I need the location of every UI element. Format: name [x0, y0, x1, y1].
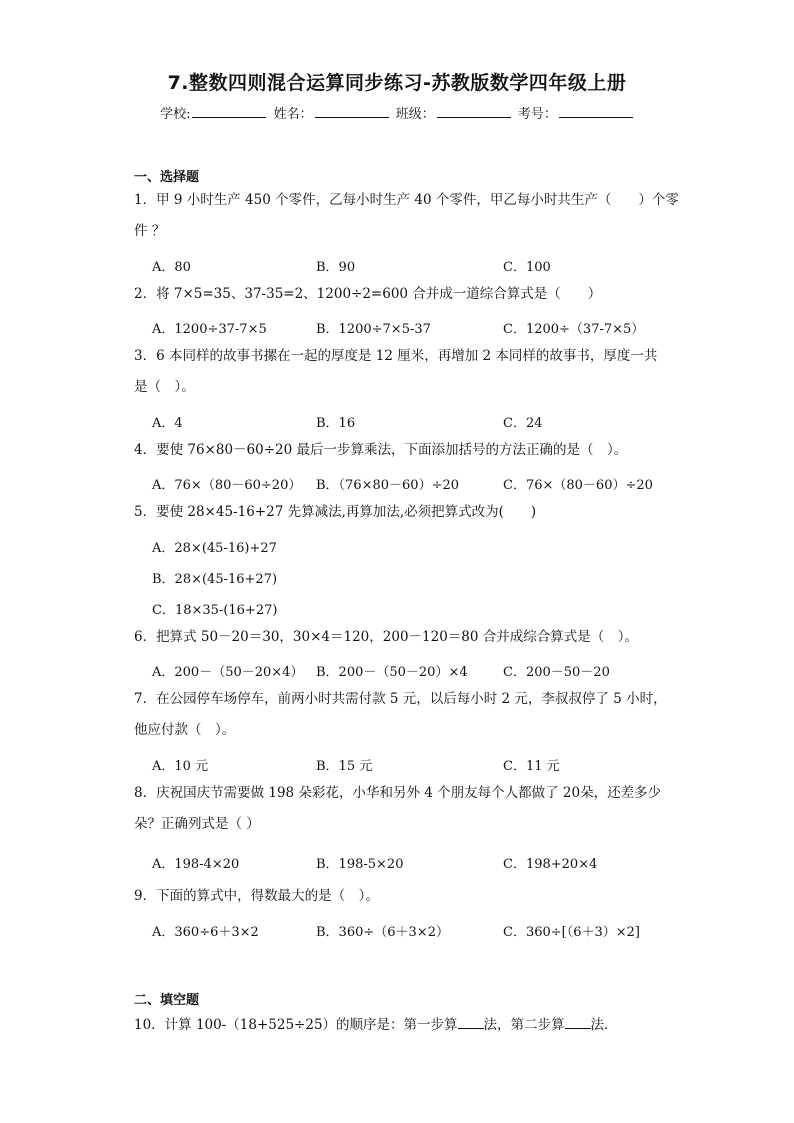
question-8-option-a: A．198-4×20 — [152, 857, 240, 872]
question-4-option-c: C．76×（80－60）÷20 — [503, 478, 653, 493]
section-fill-heading: 二、填空题 — [134, 993, 200, 1008]
question-9-option-a: A．360÷6＋3×2 — [152, 925, 259, 940]
question-9-line1: 9．下面的算式中，得数最大的是（ ）。 — [134, 888, 379, 904]
question-3-line1: 3．6 本同样的故事书摞在一起的厚度是 12 厘米，再增加 2 本同样的故事书，厚度一共 — [134, 348, 658, 364]
question-3-line2: 是（ ）。 — [134, 379, 195, 395]
question-6-line1: 6．把算式 50－20＝30，30×4＝120，200－120＝80 合并成综合算式是（ ）。 — [134, 629, 639, 645]
class-blank[interactable] — [437, 105, 511, 118]
question-8-line2: 朵？正确列式是（ ） — [134, 816, 260, 832]
question-9-option-b: B．360÷（6＋3×2） — [316, 925, 449, 940]
question-7-option-a: A．10 元 — [152, 759, 209, 774]
question-10 — [134, 1010, 674, 1041]
question-1-option-a: A．80 — [152, 260, 191, 275]
question-9-option-c: C．360÷[（6＋3）×2] — [503, 925, 641, 940]
question-5-option-a: A．28×(45-16)+27 — [152, 541, 277, 556]
school-blank[interactable] — [192, 105, 266, 118]
name-label: 姓名： — [273, 107, 313, 122]
question-10-text-1: 10．计算 100-（18+525÷25）的顺序是：第一步算 — [134, 1017, 458, 1033]
student-info-row — [0, 103, 794, 122]
number-label: 考号： — [517, 107, 557, 122]
name-blank[interactable] — [315, 105, 389, 118]
question-6-option-b: B．200－（50－20）×4 — [316, 665, 468, 680]
question-10-blank-2[interactable] — [565, 1016, 591, 1029]
question-4-option-b: B．（76×80－60）÷20 — [316, 478, 460, 493]
question-2-option-b: B．1200÷7×5-37 — [316, 322, 431, 337]
school-label: 学校: — [160, 107, 191, 122]
number-blank[interactable] — [559, 105, 633, 118]
question-4-option-a: A．76×（80－60÷20） — [152, 478, 302, 493]
section-choice-heading: 一、选择题 — [134, 170, 200, 185]
question-3-option-a: A．4 — [152, 416, 183, 431]
question-7-line1: 7．在公园停车场停车，前两小时共需付款 5 元，以后每小时 2 元，李叔叔停了 5 小时， — [134, 691, 667, 707]
question-10-text-2: 法，第二步算 — [483, 1017, 565, 1033]
question-1-line1: 1．甲 9 小时生产 450 个零件，乙每小时生产 40 个零件，甲乙每小时共生产（ ）个零 — [134, 192, 679, 208]
class-label: 班级： — [395, 107, 435, 122]
question-1-option-b: B．90 — [316, 260, 356, 275]
page-title: 7.整数四则混合运算同步练习-苏教版数学四年级上册 — [167, 72, 627, 94]
question-8-line1: 8．庆祝国庆节需要做 198 朵彩花，小华和另外 4 个朋友每个人都做了 20朵，还差多少 — [134, 785, 662, 801]
question-10-blank-1[interactable] — [458, 1016, 484, 1029]
question-7-line2: 他应付款（ ）。 — [134, 722, 236, 738]
question-2-line1: 2．将 7×5=35、37-35=2、1200÷2=600 合并成一道综合算式是（ ） — [134, 286, 602, 302]
question-3-option-b: B．16 — [316, 416, 356, 431]
question-5-option-c: C．18×35-(16+27) — [152, 603, 278, 618]
question-7-option-c: C．11 元 — [503, 759, 560, 774]
question-10-text-3: 法． — [590, 1017, 618, 1033]
question-5-line1: 5．要使 28×45-16+27 先算减法,再算加法,必须把算式改为( ) — [134, 504, 537, 520]
question-6-option-c: C．200－50－20 — [503, 665, 610, 680]
question-8-option-b: B．198-5×20 — [316, 857, 404, 872]
question-5-option-b: B．28×(45-16+27) — [152, 572, 278, 587]
question-3-option-c: C．24 — [503, 416, 543, 431]
question-4-line1: 4．要使 76×80－60÷20 最后一步算乘法，下面添加括号的方法正确的是（ ）。 — [134, 442, 628, 458]
question-2-option-c: C．1200÷（37-7×5） — [503, 322, 645, 337]
question-7-option-b: B．15 元 — [316, 759, 373, 774]
question-6-option-a: A．200－（50－20×4） — [152, 665, 304, 680]
question-1-line2: 件 ？ — [134, 223, 166, 239]
question-1-option-c: C．100 — [503, 260, 551, 275]
question-8-option-c: C．198+20×4 — [503, 857, 598, 872]
question-2-option-a: A．1200÷37-7×5 — [152, 322, 267, 337]
